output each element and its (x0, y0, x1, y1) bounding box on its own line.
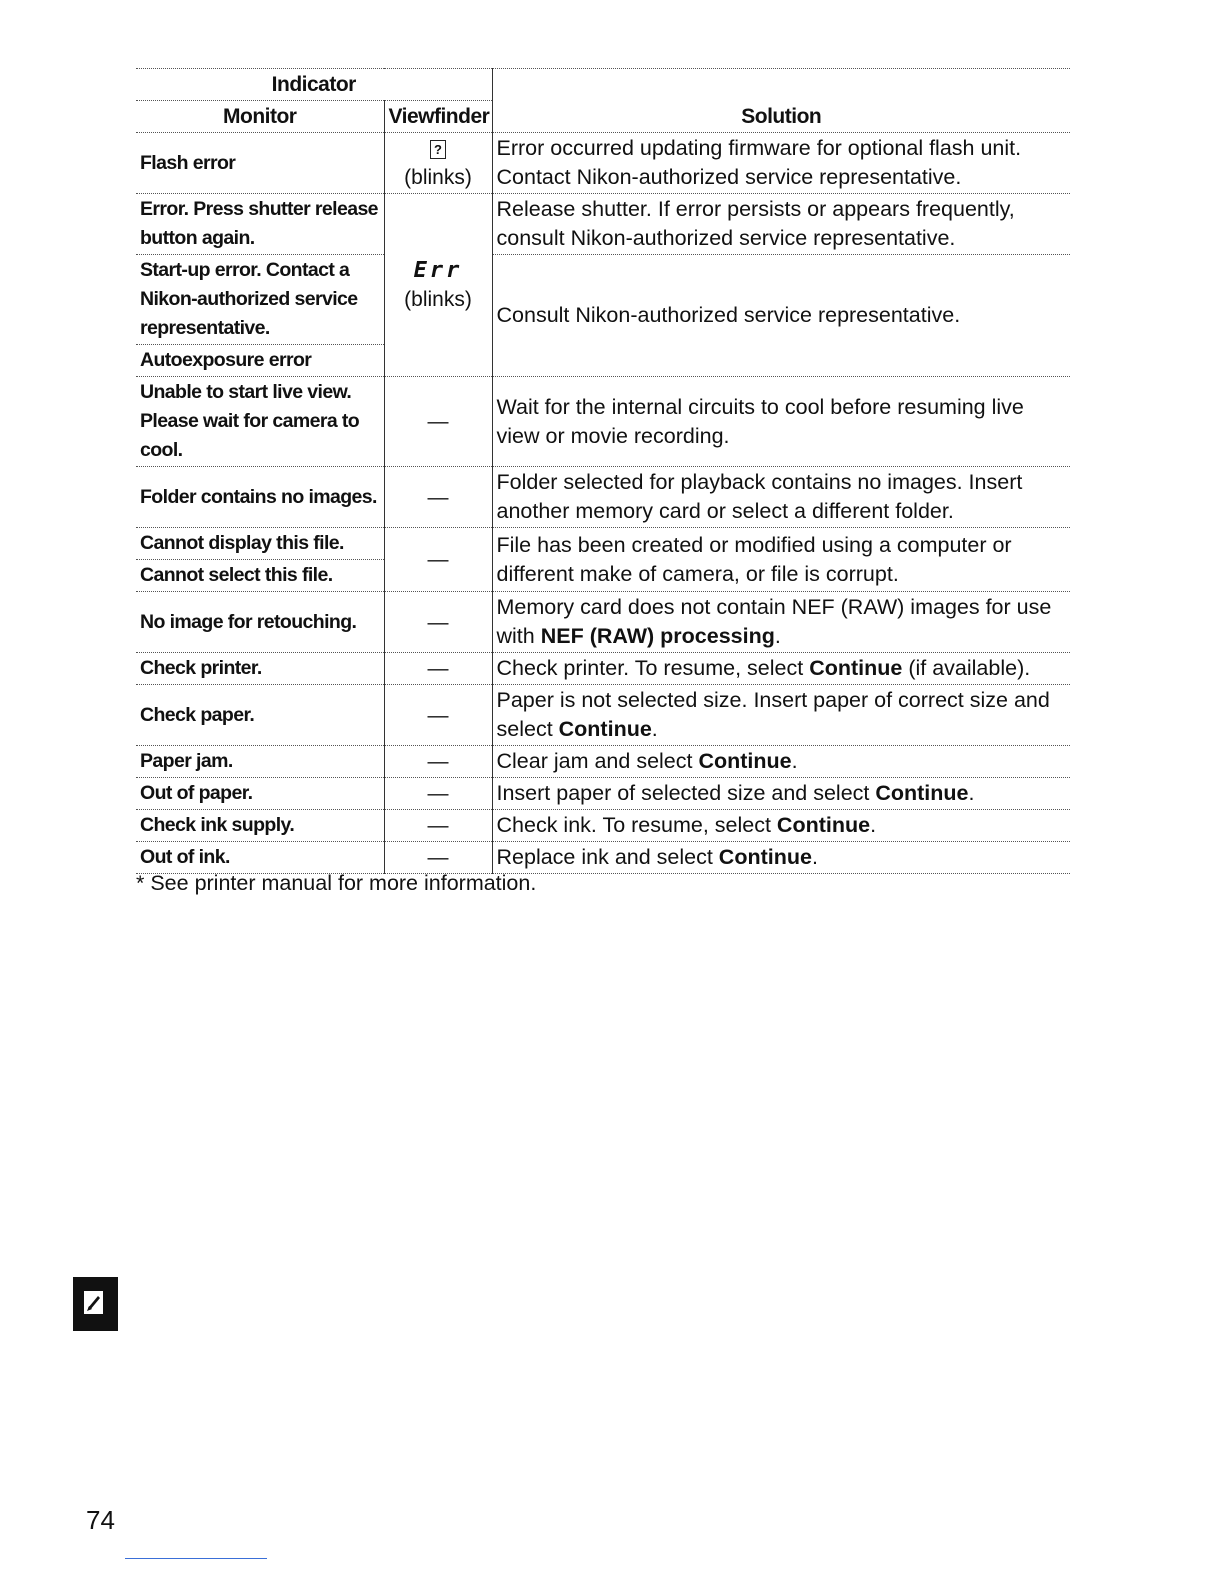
viewfinder-indicator: — (384, 377, 492, 467)
monitor-message: Out of ink. (136, 842, 384, 874)
footnote: * See printer manual for more information. (136, 871, 537, 895)
viewfinder-indicator: — (384, 778, 492, 810)
solution-text: Check printer. To resume, select Continue (if available). (492, 653, 1070, 685)
solution-text: Folder selected for playback contains no images. Insert another memory card or select a different folder. (492, 467, 1070, 528)
solution-text: File has been created or modified using a computer or different make of camera, or file is corrupt. (492, 528, 1070, 592)
solution-header: Solution (492, 69, 1070, 133)
troubleshooting-icon (82, 1289, 105, 1316)
solution-text: Insert paper of selected size and select Continue. (492, 778, 1070, 810)
monitor-message: Unable to start live view. Please wait for camera to cool. (136, 377, 384, 467)
viewfinder-indicator: — (384, 842, 492, 874)
solution-text: Memory card does not contain NEF (RAW) images for use with NEF (RAW) processing. (492, 592, 1070, 653)
table-row (136, 653, 1070, 685)
viewfinder-indicator: — (384, 653, 492, 685)
viewfinder-blink-label: (blinks) (404, 288, 472, 311)
monitor-header: Monitor (136, 101, 384, 133)
monitor-message: Check printer. (136, 653, 384, 685)
table-row (136, 133, 1070, 194)
monitor-message: Check ink supply. (136, 810, 384, 842)
section-tab-marker (73, 1277, 118, 1331)
viewfinder-blink-label: (blinks) (404, 166, 472, 189)
table-row (136, 685, 1070, 746)
viewfinder-indicator: — (384, 746, 492, 778)
monitor-message: Cannot select this file. (136, 560, 384, 592)
error-message-table (136, 68, 1070, 874)
viewfinder-indicator: — (384, 810, 492, 842)
viewfinder-indicator (384, 133, 492, 194)
viewfinder-indicator: — (384, 592, 492, 653)
monitor-message: Folder contains no images. (136, 467, 384, 528)
viewfinder-indicator: — (384, 685, 492, 746)
page-number: 74 (86, 1505, 115, 1535)
monitor-message: Paper jam. (136, 746, 384, 778)
solution-text: Replace ink and select Continue. (492, 842, 1070, 874)
indicator-header: Indicator (136, 69, 492, 101)
viewfinder-header: Viewfinder (384, 101, 492, 133)
monitor-message: Flash error (136, 133, 384, 194)
table-row (136, 194, 1070, 255)
solution-text: Consult Nikon-authorized service representative. (492, 255, 1070, 377)
solution-text: Error occurred updating firmware for optional flash unit. Contact Nikon-authorized service representative. (492, 133, 1070, 194)
solution-text: Check ink. To resume, select Continue. (492, 810, 1070, 842)
table-header-row (136, 69, 1070, 101)
table-row (136, 810, 1070, 842)
viewfinder-indicator: — (384, 528, 492, 592)
monitor-message: Autoexposure error (136, 345, 384, 377)
table-row (136, 255, 1070, 345)
solution-text: Release shutter. If error persists or appears frequently, consult Nikon-authorized service representative. (492, 194, 1070, 255)
viewfinder-indicator: — (384, 467, 492, 528)
table-row (136, 528, 1070, 560)
bottom-rule (125, 1558, 267, 1559)
monitor-message: Cannot display this file. (136, 528, 384, 560)
table-row (136, 377, 1070, 467)
solution-text: Clear jam and select Continue. (492, 746, 1070, 778)
flash-error-icon: ? (430, 140, 446, 159)
solution-text: Wait for the internal circuits to cool before resuming live view or movie recording. (492, 377, 1070, 467)
monitor-message: No image for retouching. (136, 592, 384, 653)
monitor-message: Start-up error. Contact a Nikon-authorized service representative. (136, 255, 384, 345)
monitor-message: Error. Press shutter release button again. (136, 194, 384, 255)
table-row (136, 467, 1070, 528)
viewfinder-indicator (384, 194, 492, 377)
table-row (136, 746, 1070, 778)
table-row (136, 778, 1070, 810)
table-row (136, 592, 1070, 653)
err-segment-display: Err (413, 258, 463, 283)
monitor-message: Out of paper. (136, 778, 384, 810)
solution-text: Paper is not selected size. Insert paper of correct size and select Continue. (492, 685, 1070, 746)
monitor-message: Check paper. (136, 685, 384, 746)
